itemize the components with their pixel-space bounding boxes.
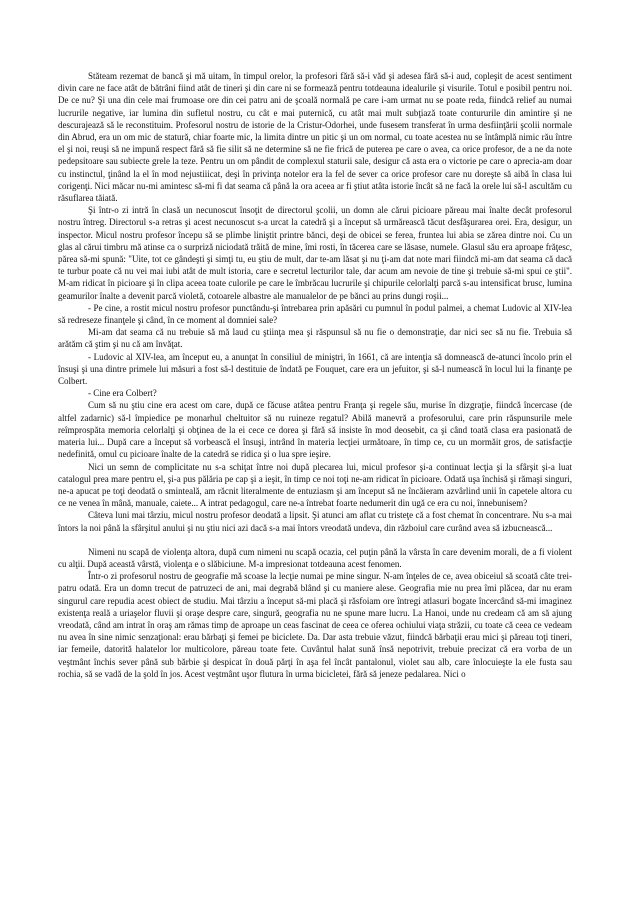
paragraph-4: Mi-am dat seama că nu trebuie să mă laud cu ştiinţa mea şi răspunsul să nu fie o demonstraţie, dar nici sec să nu fie. Trebuia să arătăm că ştim şi nu că am învăţat.	[58, 327, 572, 350]
paragraph-3: - Pe cine, a rostit micul nostru profesor punctându-şi întrebarea prin apăsări cu pumnul în podul palmei, a chemat Ludovic al XIV-lea să redreseze finanţele şi când, în ce moment al domniei sale?	[58, 302, 572, 326]
document-page	[58, 70, 572, 680]
paragraph-8: Nici un semn de complicitate nu s-a schiţat între noi după plecarea lui, micul profesor şi-a continuat lecţia şi la sfârşit şi-a luat catalogul prea mare pentru el, şi-a pus pălăria pe cap şi a ieşit, în timp ce noi toţi ne-am ridicat în picioare. Odată uşa închisă şi rămaşi singuri, ne-a apucat pe toţi deodată o sminteală, am răcnit literalmente de entuziasm şi am început să ne încăieram azvârlind unii în capetele altora cu ce ne venea în mână, manuale, caiete... A intrat pedagogul, care ne-a întrebat foarte nedumerit din ugă ce era cu noi, înnebunisem?	[58, 461, 572, 509]
paragraph-1: Stăteam rezemat de bancă şi mă uitam, în timpul orelor, la profesori fără să-i văd şi adesea fără să-i aud, copleşit de acest sentiment divin care ne face atât de bătrâni fiind atât de tineri şi din care ni se formează pentru totdeauna idealurile şi visurile. Totul e posibil pentru noi. De ce nu? Şi una din cele mai frumoase ore din cei patru ani de şcoală normală pe care i-am urmat nu se poate reda, fiindcă relief au numai lucrurile negative, iar lumina din sufletul nostru, cu cât e mai puternică, cu atât mai mult subţiază toate contururile din amintire şi ne descurajează să le reconstituim. Profesorul nostru de istorie de la Cristur-Odorhei, unde fusesem transferat în urma desfiinţării şcolii normale din Abrud, era un om mic de statură, chiar foarte mic, la limita dintre un pitic şi un om normal, cu toate acestea nu se întâmplă nimic rău între el şi noi, reuşi să ne impună respect fără să fie silit să ne determine să ne fie frică de puterea pe care o avea, ca orice profesor, de a ne da note pedepsitoare sau subiecte grele la teze. Pentru un om pândit de complexul staturii sale, desigur că asta era o victorie pe care o aprecia-am doar cu instinctul, ţinând la el în mod nejustiiicat, deşi în privinţa notelor era la fel de sever ca orice profesor care nu doreşte să aibă în clasa lui corigenţi. Nici măcar nu-mi amintesc să-mi fi dat seama că până la ora aceea ar fi ştiut atâta istorie încât să ne facă la orele lui să-l ascultăm cu răsuflarea tăiată.	[58, 71, 572, 204]
paragraph-5: - Ludovic al XIV-lea, am început eu, a anunţat în consiliul de miniştri, în 1661, că are intenţia să domnească de-atunci încolo prin el însuşi şi una dintre primele lui măsuri a fost să-l destituie de îndată pe Fouquet, care era un jefuitor, şi să-l numească în locul lui la finanţe pe Colbert.	[58, 351, 572, 387]
paragraph-7: Cum să nu ştiu cine era acest om care, după ce făcuse atâtea pentru Franţa şi regele său, murise în dizgraţie, fiindcă încercase (de altfel zadarnic) să-l împiedice pe monarhul cheltuitor să nu ruineze regatul? Abilă manevră a profesorului, care prin răspunsurile mele reîmprospăta memoria celorlalţi şi obţinea de la ei cece ce dorea şi fără să insiste în mod deosebit, ca şi când toată clasa era pasionată de materia lui... După care a început să vorbească el însuşi, intrând în materia lecţiei următoare, în timp ce, cu un mormăit gros, de satisfacţie nedefinită, omul cu picioare înalte de la catedră se ridica şi o lua spre ieşire.	[58, 400, 572, 460]
paragraph-11: Într-o zi profesorul nostru de geografie mă scoase la lecţie numai pe mine singur. N-am înţeles de ce, avea obiceiul să scoată câte trei-patru odată. Era un domn trecut de patruzeci de ani, mai degrabă blând şi cu maniere alese. Geografia mie nu prea îmi plăcea, dar nu eram singurul care repudia acest obiect de studiu. Mai târziu a început să-mi placă şi răsfoiam ore întregi atlasuri bogate încercând să-mi imaginez existenţa reală a uriaşelor fluvii şi oraşe despre care, singură, geografia nu ne spune mare lucru. La Hanoi, unde nu credeam că am să ajung vreodată, când am intrat în oraş am rămas timp de aproape un ceas fascinat de ceea ce oferea ochiului viaţa străzii, cu toate că ceea ce vedeam nu avea în sine nimic senzaţional: erau bărbaţi şi femei pe biciclete. Da. Dar asta trebuie văzut, fiindcă bărbaţii erau mici şi păreau toţi tineri, iar femeile, datorită halatelor lor multicolore, păreau toate fete. Cuvântul halat sună însă nepotrivit, trebuie precizat că era vorba de un veştmânt închis sever până sub bărbie şi despicat în două părţi în aşa fel încât pantalonul, violet sau alb, care înlocuieşte la ele fusta sau rochia, să se vadă de la şold în jos. Acest veştmânt uşor flutura în urma bicicletei, fără să jeneze pedalarea. Nici o	[58, 571, 572, 679]
paragraph-9: Câteva luni mai târziu, micul nostru profesor deodată a lipsit. Şi atunci am aflat cu tristeţe că a fost chemat în concentrare. Nu s-a mai întors la noi până la sfârşitul anului şi nu ştiu nici azi dacă s-a mai întors vreodată undeva, din războiul care curând avea să izbucnească...	[58, 510, 572, 533]
paragraph-6: - Cine era Colbert?	[88, 388, 157, 399]
paragraph-2: Şi într-o zi intră în clasă un necunoscut însoţit de directorul şcolii, un domn ale cărui picioare păreau mai înalte decât profesorul nostru întreg. Directorul s-a retras şi acest necunoscut s-a urcat la catedră şi a început să urmărească tăcut desfăşurarea orei. Era, desigur, un inspector. Micul nostru profesor începu să se plimbe liniştit printre bănci, deşi de obicei se ferea, fruntea lui abia se zărea dintre noi. Cu un glas al cărui timbru mă atinse ca o surpriză niciodată trăită de mine, îmi rosti, în tăcerea care se lăsase, numele. Glasul său era aproape frăţesc, părea să-mi spună: "Uite, tot ce gândeşti şi simţi tu, eu ştiu de mult, dar te-am lăsat şi nu ţi-am dat note mari fiindcă mi-am dat seama că dacă te turbur poate că nu vei mai iubi atât de mult istoria, care e secretul lecturilor tale, dar acum am nevoie de tine şi trebuie să-mi spui ce ştii". M-am ridicat în picioare şi în clipa aceea toate culorile pe care le îmbrăcau lucrurile şi chipurile celorlalţi parcă s-au intensificat brusc, lumina geamurilor înalte a devenit parcă violetă, cotoarele albastre ale manualelor de pe bănci au prins dungi roşii...	[58, 205, 572, 301]
paragraph-10: Nimeni nu scapă de violenţa altora, după cum nimeni nu scapă ocazia, cel puţin până la vârsta în care devenim morali, de a fi violent cu alţii. După această vârstă, violenţa e o slăbiciune. M-a impresionat totdeauna acest fenomen.	[58, 546, 572, 569]
